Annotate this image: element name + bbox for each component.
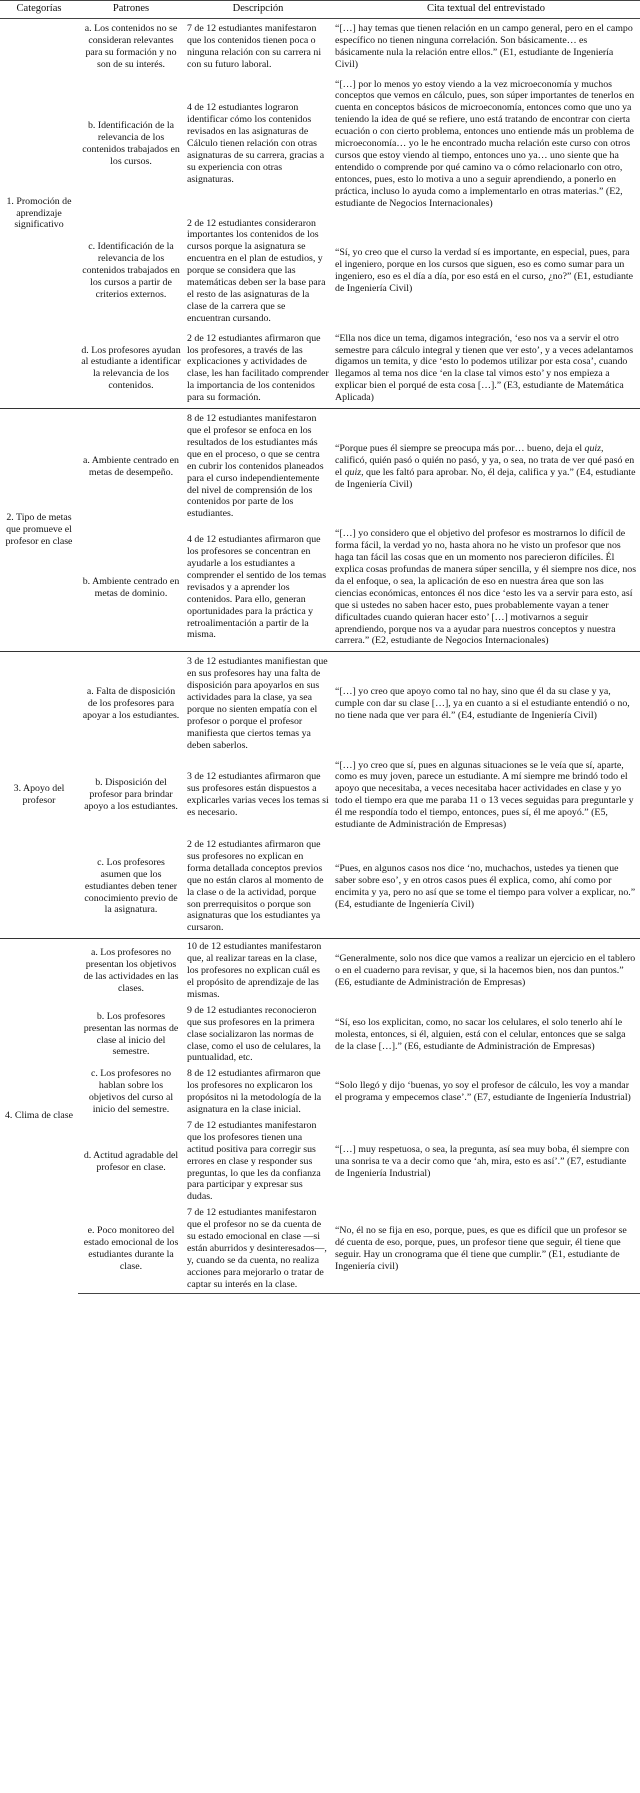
description-cell: 4 de 12 estudiantes afirmaron que los profesores se concentran en ayudarle a los estudiantes a comprender el sentido de los temas revisados y a aprender los contenidos. Para ello, generan oportunidades para la práctica y retroalimentación a partir de la misma. bbox=[187, 534, 327, 641]
description-cell: 2 de 12 estudiantes consideraron importantes los contenidos de los cursos porque la asignatura se encuentra en el plan de estudios, y porque se considera que las matemáticas deben ser la base para el resto de las asignaturas de la clase de la carrera que se encuentran cursando. bbox=[187, 217, 326, 324]
table-row bbox=[0, 409, 640, 525]
quote-cell: “[…] yo considero que el objetivo del profesor es mostrarnos lo difícil de forma fácil, la verdad yo no, hasta ahora no he visto un profesor que nos haga tan fácil las cosas que en un momento nos parecieron difíciles. Él explica cosas profundas de manera súper sencilla, y él siempre nos dice, nos da el enfoque, o sea, la aplicación de eso en nuestra área que son las ciencias económicas, entonces él nos dice ‘esto les va a servir para esto, así que si ustedes no saben hacer esto, pues probablemente vayan a tener dificultades cuando quieran hacer esto’ […] motivarnos a seguir aprendiendo, porque nos va a ayudar para nuestros conceptos y nuestra carrera.” (E2, estudiante de Negocios Internacionales) bbox=[335, 528, 637, 647]
header-descripcion: Descripción bbox=[184, 1, 332, 19]
quote-cell: “Ella nos dice un tema, digamos integración, ‘eso nos va a servir el otro semestre para cálculo integral y tienen que ver esto’, y a veces adelantamos digamos un temita, y dice ‘esto lo podemos utilizar por esta cosa’, cuando llegamos al tema nos dice ‘en la clase tal vimos esto’ y nos empieza a explicar bien el porqué de esta cosa […].” (E3, estudiante de Matemática Aplicada) bbox=[335, 332, 634, 404]
description-cell: 8 de 12 estudiantes manifestaron que el profesor se enfoca en los resultados de los estudiantes más que en el proceso, o que se centra en cubrir los contenidos planeados para el curso independientemente del nivel de comprensión de los contenidos por parte de los estudiantes. bbox=[184, 409, 332, 525]
quote-text-part: , calificó, quién pasó o quién no pasó, y ya, o sea, no trata de ver qué pasó en el bbox=[335, 442, 635, 478]
description-cell: 4 de 12 estudiantes lograron identificar cómo los contenidos revisados en las asignaturas de Cálculo tienen relación con otras asignaturas de su carrera, gracias a su experiencia con otras asignaturas. bbox=[187, 102, 325, 185]
quote-cell: “Generalmente, solo nos dice que vamos a realizar un ejercicio en el tablero o en el cuaderno para revisar, y que, si la hacemos bien, nos dan puntos.” (E6, estudiante de Administración de Empresas) bbox=[332, 939, 640, 1003]
table-row bbox=[0, 1066, 640, 1118]
table-row bbox=[0, 329, 640, 409]
table-row bbox=[0, 75, 640, 214]
description-cell: 7 de 12 estudiantes manifestaron que los profesores tienen una actitud positiva para corregir sus errores en clase y responder sus preguntas, lo que les da confianza para participar y expresar sus dudas. bbox=[187, 1119, 321, 1203]
pattern-cell: a. Los contenidos no se consideran relevantes para su formación y no son de su interés. bbox=[78, 18, 184, 74]
table-row bbox=[0, 756, 640, 835]
quote-cell: “[…] por lo menos yo estoy viendo a la vez microeconomía y muchos conceptos que vemos en cálculo, pues, son súper importantes de tenerlos en cuenta en conceptos básicos de microeconomía, entonces como que uno ya teniendo la idea de qué se refiere, uno está tratando de encontrar con cierta ecuación o con cierto problema, entonces uno entiende más un problema de microeconomía… yo le he encontrado mucha relación este curso con otros cursos que estoy viendo al tiempo, entonces uno ya… uno siente que ha entendido o comprende por qué camino va o cómo relacionarlo con otro, entonces, pues, esto lo motiva a uno a seguir aprendiendo, a ponerlo en práctica, incluso lo ayuda como a implementarlo en otras materias.” (E2, estudiante de Negocios Internacionales) bbox=[335, 78, 635, 209]
description-cell: 2 de 12 estudiantes afirmaron que sus profesores no explican en forma detallada conceptos previos que no están claros al momento de la clase o de la actividad, porque son prerrequisitos o porque son asignaturas que los estudiantes ya cursaron. bbox=[187, 839, 324, 934]
quote-cell: “[…] yo creo que sí, pues en algunas situaciones se le veía que sí, aparte, como es muy joven, parece un estudiante. A mí siempre me brindó todo el apoyo que necesitaba, a veces necesitaba hacer actividades en clase y yo todo el tiempo era que me paraba 11 o 13 veces seguidas para preguntarle y él me respondía todo el tiempo, entonces, pues sí, él me apoyó.” (E5, estudiante de Administración de Empresas) bbox=[335, 759, 634, 831]
quote-cell: “Sí, eso los explicitan, como, no sacar los celulares, el solo tenerlo ahí le molesta, entonces, si él, alguien, está con el celular, entonces que se salga de la clase […].” (E6, estudiante de Administración de Empresas) bbox=[335, 1016, 626, 1052]
description-cell: 3 de 12 estudiantes afirmaron que sus profesores están dispuestos a explicarles varias veces los temas si es necesario. bbox=[187, 771, 329, 819]
pattern-cell: b. Disposición del profesor para brindar apoyo a los estudiantes. bbox=[84, 777, 178, 813]
category-cell: 2. Tipo de metas que promueve el profesor en clase bbox=[0, 409, 78, 652]
pattern-cell: b. Ambiente centrado en metas de dominio. bbox=[82, 575, 180, 599]
description-cell: 7 de 12 estudiantes manifestaron que los contenidos tienen poca o ninguna relación con su carrera ni con su futuro laboral. bbox=[184, 18, 332, 74]
table-row bbox=[0, 1118, 640, 1205]
category-cell: 1. Promoción de aprendizaje significativo bbox=[0, 18, 78, 408]
description-cell: 2 de 12 estudiantes afirmaron que los profesores, a través de las explicaciones y actividades de clase, les han facilitado comprender la importancia de los contenidos para su formación. bbox=[187, 332, 329, 404]
quote-text-part: , que les faltó para aprobar. No, él deja, califica y ya.” (E4, estudiante de Ingeniería Civil) bbox=[335, 466, 636, 490]
table-row bbox=[0, 214, 640, 329]
quote-cell: “[…] yo creo que apoyo como tal no hay, sino que él da su clase y ya, cumple con dar su clase […], ya en cuanto a si el estudiante entendió o no, no tiene nada que ver para él.” (E4, estudiante de Ingeniería Civil) bbox=[332, 652, 640, 756]
header-cita: Cita textual del entrevistado bbox=[332, 1, 640, 19]
pattern-cell: c. Los profesores asumen que los estudiantes deben tener conocimiento previo de la asignatura. bbox=[84, 856, 178, 916]
table-row bbox=[0, 835, 640, 939]
pattern-cell: c. Los profesores no hablan sobre los objetivos del curso al inicio del semestre. bbox=[88, 1068, 174, 1116]
quote-cell: “Pues, en algunos casos nos dice ‘no, muchachos, ustedes ya tienen que saber sobre eso’, y en otros casos pues él explica, como, ahí como por encimita y ya, pero no así que se tome el tiempo para volver a explicar, no.” (E4, estudiante de Ingeniería Civil) bbox=[335, 862, 636, 910]
quote-italic-term: quiz bbox=[344, 466, 362, 478]
table-row bbox=[0, 652, 640, 756]
pattern-cell: d. Actitud agradable del profesor en clase. bbox=[83, 1149, 179, 1173]
table-row bbox=[0, 1003, 640, 1067]
header-patrones: Patrones bbox=[78, 1, 184, 19]
pattern-cell: d. Los profesores ayudan al estudiante a identificar la relevancia de los contenidos. bbox=[81, 344, 181, 392]
quote-cell: “[…] muy respetuosa, o sea, la pregunta, así sea muy boba, él siempre con una sonrisa te va a decir como que ‘ah, mira, esto es así’.” (E7, estudiante de Ingeniería Industrial) bbox=[335, 1143, 630, 1179]
pattern-cell: b. Identificación de la relevancia de los contenidos trabajados en los cursos. bbox=[82, 120, 180, 167]
pattern-cell: a. Falta de disposición de los profesores para apoyar a los estudiantes. bbox=[78, 652, 184, 756]
table-row bbox=[0, 1205, 640, 1293]
header-categorias: Categorías bbox=[0, 1, 78, 19]
pattern-cell: b. Los profesores presentan las normas de clase al inicio del semestre. bbox=[83, 1010, 179, 1058]
category-cell: 4. Clima de clase bbox=[0, 939, 78, 1293]
quote-cell: “Solo llegó y dijo ‘buenas, yo soy el profesor de cálculo, les voy a mandar el programa y empecemos clase’.” (E7, estudiante de Ingeniería Industrial) bbox=[335, 1080, 631, 1104]
table-row bbox=[0, 939, 640, 1003]
pattern-cell: a. Los profesores no presentan los objetivos de las actividades en las clases. bbox=[78, 939, 184, 1003]
quote-cell: “Sí, yo creo que el curso la verdad sí es importante, en especial, pues, para el ingeniero, porque en los cursos que siguen, eso es como sumar para un ingeniero, eso es el día a día, por eso está en el curso, ¿no?” (E1, estudiante de Ingeniería Civil) bbox=[335, 247, 634, 294]
pattern-cell: c. Identificación de la relevancia de los contenidos trabajados en los cursos a partir de criterios externos. bbox=[82, 241, 180, 300]
description-cell: 10 de 12 estudiantes manifestaron que, al realizar tareas en la clase, los profesores no explican cuál es el propósito de aprendizaje de las mismas. bbox=[184, 939, 332, 1003]
category-cell: 3. Apoyo del profesor bbox=[0, 652, 78, 939]
description-cell: 7 de 12 estudiantes manifestaron que el profesor no se da cuenta de su estado emocional en clase —si están aburridos y desinteresados—, y, cuando se da cuenta, no realiza acciones para mejorarlo o tratar de captar su interés en la clase. bbox=[184, 1205, 332, 1293]
description-cell: 8 de 12 estudiantes afirmaron que los profesores no explicaron los propósitos ni la metodología de la asignatura en la clase inicial. bbox=[187, 1068, 322, 1116]
quote-cell: “No, él no se fija en eso, porque, pues, es que es difícil que un profesor se dé cuenta de eso, porque, pues, un profesor tiene que seguir, él tiene que seguir. Hay un cronograma que él tiene que cumplir.” (E1, estudiante de Ingeniería civil) bbox=[332, 1205, 640, 1293]
pattern-cell: e. Poco monitoreo del estado emocional de los estudiantes durante la clase. bbox=[78, 1205, 184, 1293]
table-row bbox=[0, 18, 640, 74]
header-row bbox=[0, 1, 640, 19]
quote-cell bbox=[332, 409, 640, 525]
pattern-cell: a. Ambiente centrado en metas de desempeño. bbox=[78, 409, 184, 525]
quote-cell: “[…] hay temas que tienen relación en un campo general, pero en el campo específico no tienen ninguna correlación. Son básicamente… es básicamente nula la relación entre ellos.” (E1, estudiante de Ingeniería Civil) bbox=[332, 18, 640, 74]
quote-italic-term: quiz bbox=[584, 442, 602, 454]
description-cell: 9 de 12 estudiantes reconocieron que sus profesores en la primera clase socializaron las normas de clase, como el uso de celulares, la puntualidad, etc. bbox=[187, 1004, 321, 1064]
quote-text-part: “Porque pues él siempre se preocupa más por… bueno, deja el bbox=[335, 442, 585, 454]
description-cell: 3 de 12 estudiantes manifiestan que en sus profesores hay una falta de disposición para apoyarlos en sus actividades para la clase, ya sea porque no sienten empatía con el profesor o porque el profesor manifiesta que ciertos temas ya deben saberlos. bbox=[184, 652, 332, 756]
table-row bbox=[0, 524, 640, 652]
